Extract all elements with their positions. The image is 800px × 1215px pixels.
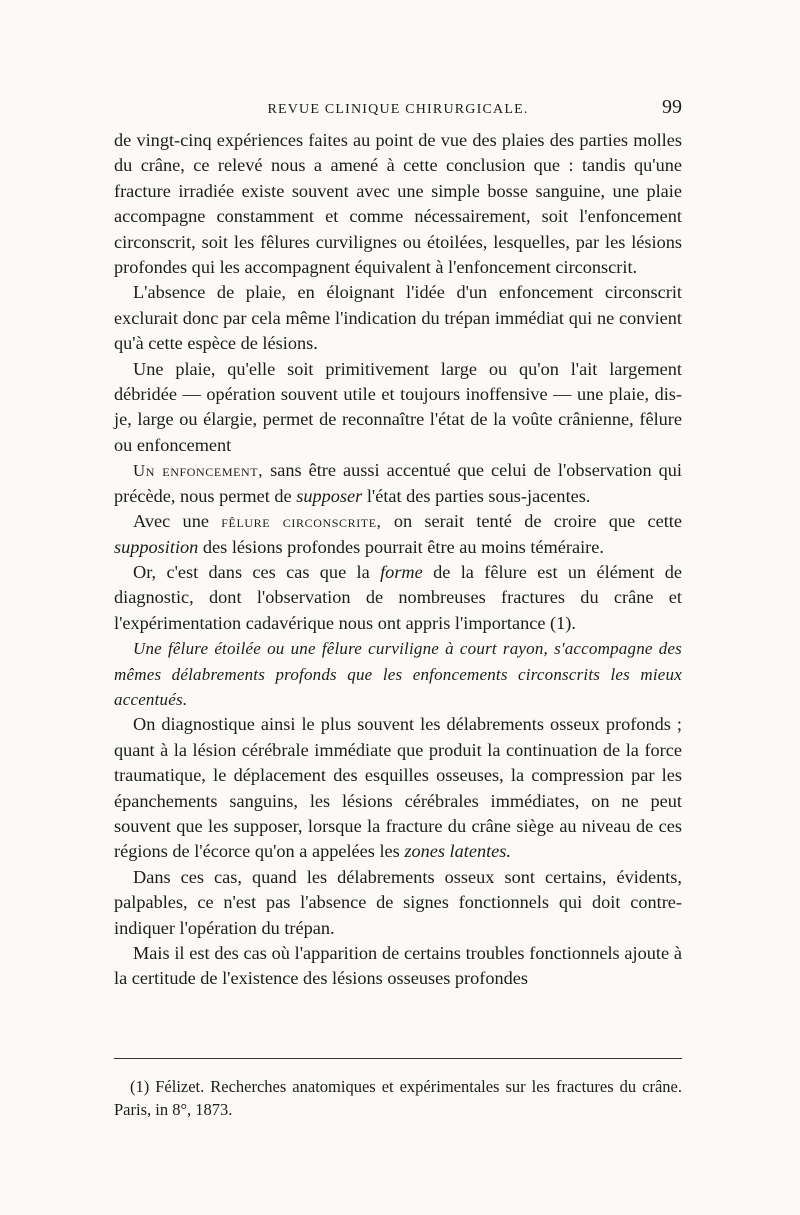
italic-statement: Une fêlure étoilée ou une fêlure curviligne à court rayon, s'accompagne des mêmes délabrements profonds que les enfoncements circonscrits les mieux accentués. (114, 639, 682, 709)
footnote-marker: (1) (130, 1077, 150, 1096)
italic-term: supposer (296, 485, 363, 506)
running-head: REVUE CLINIQUE CHIRURGICALE. (267, 102, 529, 117)
body-text (114, 128, 682, 992)
paragraph-10: Mais il est des cas où l'apparition de certains troubles fonctionnels ajoute à la certitude de l'existence des lésions osseuses profondes (114, 943, 682, 989)
paragraph-4 (114, 458, 682, 509)
paragraph-6-start: Or, c'est dans ces cas que la (133, 561, 381, 582)
paragraph-8 (114, 712, 682, 864)
page-content (114, 96, 682, 992)
paragraph-5-end: des lésions profondes pourrait être au moins téméraire. (198, 536, 604, 557)
paragraph-4-end: l'état des parties sous-jacentes. (362, 485, 591, 506)
paragraph-6 (114, 560, 682, 636)
paragraph-3: Une plaie, qu'elle soit primitivement large ou qu'on l'ait largement débridée — opération souvent utile et toujours inoffensive — une plaie, dis-je, large ou élargie, permet de reconnaître l'état de la voûte crânienne, fêlure ou enfoncement (114, 358, 682, 455)
footnote (114, 1075, 682, 1121)
italic-term: zones latentes. (404, 841, 511, 862)
paragraph-9: Dans ces cas, quand les délabrements osseux sont certains, évidents, palpables, ce n'est pas l'absence de signes fonctionnels qui doit contre-indiquer l'opération du trépan. (114, 866, 682, 938)
italic-term: forme (380, 561, 423, 582)
small-caps-term: fêlure circonscrite, (221, 512, 382, 532)
small-caps-term: Un enfoncement, (133, 461, 264, 481)
paragraph-1: de vingt-cinq expériences faites au point de vue des plaies des parties molles du crâne, ce relevé nous a amené à cette conclusion que : tandis qu'une fracture irradiée existe souvent avec une simple bosse sanguine, une plaie accompagne constamment et comme nécessairement, soit l'enfoncement circonscrit, soit les fêlures curvilignes ou étoilées, lesquelles, par les lésions profondes qui les accompagnent équivalent à l'enfoncement circonscrit. (114, 130, 682, 278)
paragraph-2: L'absence de plaie, en éloignant l'idée d'un enfoncement circonscrit exclurait donc par cela même l'indication du trépan immédiat qui ne convient qu'à cette espèce de lésions. (114, 282, 682, 354)
footnote-text: Félizet. Recherches anatomiques et expérimentales sur les fractures du crâne. Paris, in 8°, 1873. (114, 1077, 682, 1119)
paragraph-5-start: Avec une (133, 511, 222, 532)
paragraph-5-text: on serait tenté de croire que cette (381, 511, 682, 532)
paragraph-5 (114, 509, 682, 560)
page-header (114, 96, 682, 122)
paragraph-6-end: de la fêlure est un élément de diagnostic, dont l'observation de nombreuses fractures du crâne et l'expérimentation cadavérique nous ont appris l'importance (1). (114, 561, 682, 633)
paragraph-8-text: On diagnostique ainsi le plus souvent les délabrements osseux profonds ; quant à la lésion cérébrale immédiate que produit la continuation de la force traumatique, le déplacement des esquilles osseuses, la compression par les épanchements sanguins, les lésions cérébrales immédiates, on ne peut souvent que les supposer, lorsque la fracture du crâne siège au niveau de ces régions de l'écorce qu'on a appelées les (114, 714, 682, 862)
page-number: 99 (662, 96, 682, 118)
paragraph-4-text: sans être aussi accentué que celui de l'observation qui précède, nous permet de (114, 460, 682, 506)
italic-term: supposition (114, 536, 199, 557)
footnote-rule (114, 1058, 682, 1059)
